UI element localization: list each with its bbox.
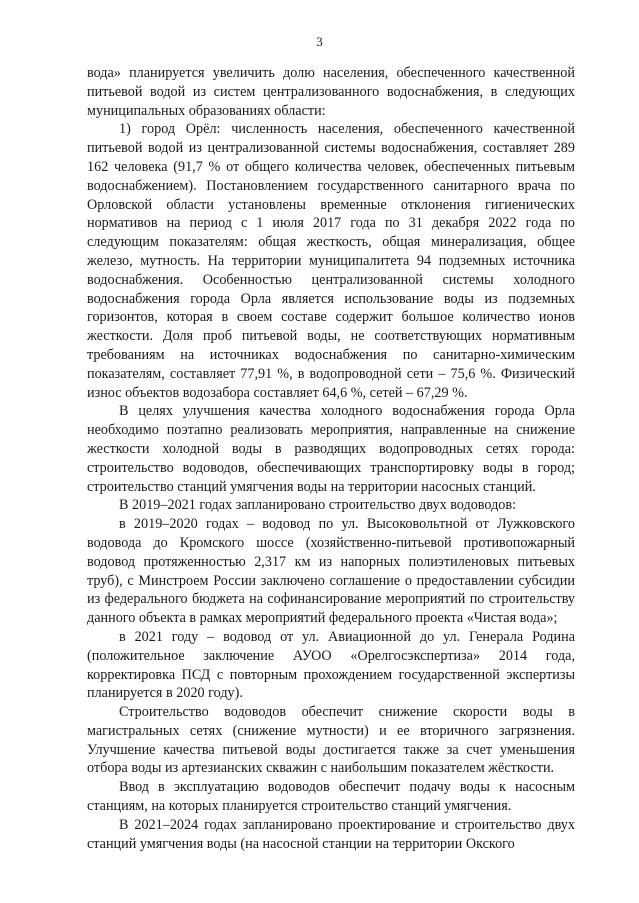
page-number: 3 xyxy=(316,34,323,49)
document-body xyxy=(87,64,575,853)
paragraph-planned-pipelines: В 2019–2021 годах запланировано строительство двух водоводов: xyxy=(119,497,517,514)
paragraph-commissioning: Ввод в эксплуатацию водоводов обеспечит подачу воды к насосным станциям, на которых планируется строительство станций умягчения. xyxy=(87,779,575,815)
paragraph-pipeline-2021: в 2021 году – водовод от ул. Авиационной до ул. Генерала Родина (положительное заключение АУОО «Орелгосэкспертиза» 2014 года, корректировка ПСД с повторным прохождением государственной экспертизы планируется в 2020 году). xyxy=(87,628,575,702)
paragraph-pipeline-effects: Строительство водоводов обеспечит снижение скорости воды в магистральных сетях (снижение мутности) и ее вторичного загрязнения. Улучшение качества питьевой воды достигается также за счет уменьшения отбора воды из артезианских скважин с наибольшим показателем жёсткости. xyxy=(87,704,575,777)
paragraph-orel-city: 1) город Орёл: численность населения, обеспеченного качественной питьевой водой из централизованной системы водоснабжения, составляет 289 162 человека (91,7 % от общего количества человек, обеспеченных питьевым водоснабжением). Постановлением государственного санитарного врача по Орловской области установлены временные отклонения гигиенических нормативов на период с 1 июля 2017 года по 31 декабря 2022 года по следующим показателям: общая жесткость, общая минерализация, общее железо, мутность. На территории муниципалитета 94 подземных источника водоснабжения. Особенностью централизованной системы холодного водоснабжения города Орла является использование воды из подземных горизонтов, которая в своем составе содержит большое количество ионов жесткости. Доля проб питьевой воды, не соответствующих нормативным требованиям на источниках водоснабжения по санитарно-химическим показателям, составляет 77,91 %, в водопроводной сети – 75,6 %. Физический износ объектов водозабора составляет 64,6 %, сетей – 67,29 %. xyxy=(87,121,575,401)
paragraph-pipeline-2019-2020: в 2019–2020 годах – водовод по ул. Высоковольтной от Лужковского водовода до Кромского шоссе (хозяйственно-питьевой противопожарный водовод протяженностью 2,317 км из напорных полиэтиленовых питьевых труб), с Минстроем России заключено соглашение о предоставлении субсидии из федерального бюджета на софинансирование мероприятий по строительству данного объекта в рамках мероприятий федерального проекта «Чистая вода»; xyxy=(87,516,575,627)
paragraph-intro-continuation: вода» планируется увеличить долю населения, обеспеченного качественной питьевой водой из систем централизованного водоснабжения, в следующих муниципальных образованиях области: xyxy=(87,65,575,119)
paragraph-softening-stations: В 2021–2024 годах запланировано проектирование и строительство двух станций умягчения воды (на насосной станции на территории Окского xyxy=(87,816,575,852)
paragraph-improvement-goals: В целях улучшения качества холодного водоснабжения города Орла необходимо поэтапно реализовать мероприятия, направленные на снижение жесткости холодной воды в разводящих водопроводных сетях города: строительство водоводов, обеспечивающих транспортировку воды в город; строительство станций умягчения воды на территории насосных станций. xyxy=(87,403,575,495)
